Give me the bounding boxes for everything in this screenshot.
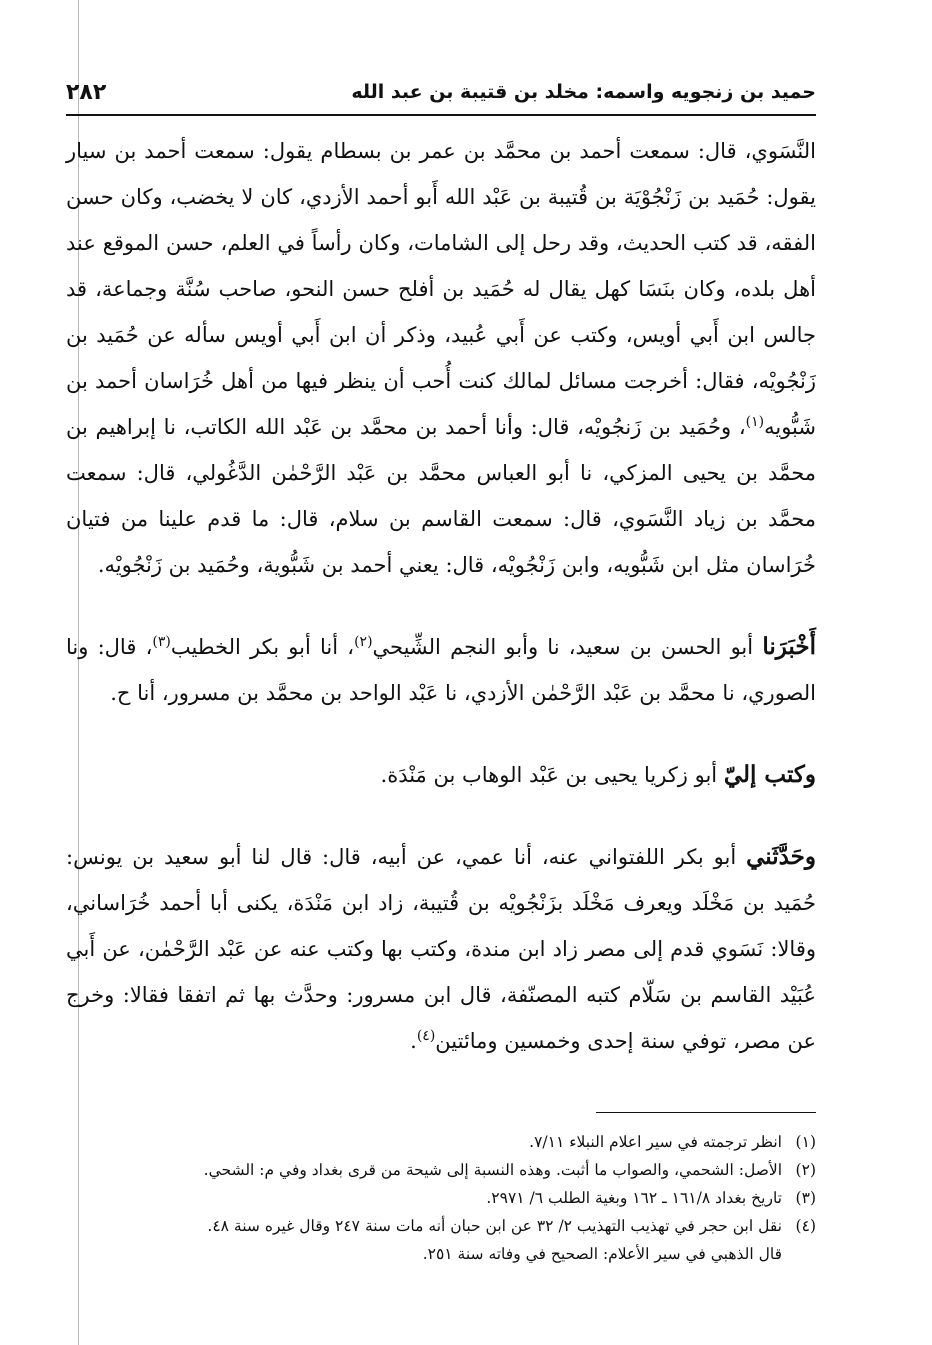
- footnote-2: [66, 1156, 816, 1184]
- footnote-4-continuation: قال الذهبي في سير الأعلام: الصحيح في وفاته سنة ٢٥١.: [422, 1245, 782, 1263]
- paragraph-2-text-b: ، أنا أبو بكر الخطيب: [170, 635, 355, 659]
- paragraph-3: [66, 752, 816, 798]
- paragraph-4-text: أبو بكر اللفتواني عنه، أنا عمي، عن أبيه، قال: قال لنا أبو سعيد بن يونس: حُمَيد بن مَخْلَد ويعرف مَخْلَد بزَنْجُويْه بن قُتيبة، زاد ابن مَنْدَة، يكنى أبا أحمد خُرَاساني، وقالا: نَسَوي قدم إلى مصر زاد ابن مندة، وكتب بها وكتب عنه عن عَبْد الرَّحْمٰن، عن أَبي عُبَيْد القاسم بن سَلّام كتبه المصنّفة، قال ابن مسرور: وحدَّث بها ثم اتفقا فقالا: وخرج عن مصر، توفي سنة إحدى وخمسين ومائتين: [66, 845, 816, 1053]
- footnote-number: (٢): [795, 1161, 816, 1179]
- footnote-ref-1: (١): [745, 414, 765, 430]
- paragraph-1: [66, 128, 816, 588]
- footnote-number: (٣): [795, 1189, 816, 1207]
- paragraph-2-lead: أَخْبَرَنا: [762, 633, 816, 660]
- paragraph-4-end: .: [410, 1029, 417, 1053]
- page-number: ٢٨٢: [66, 79, 107, 105]
- paragraph-3-text: أبو زكريا يحيى بن عَبْد الوهاب بن مَنْدَة.: [380, 763, 724, 787]
- footnote-ref-3: (٣): [152, 634, 171, 650]
- paragraph-1-text: النَّسَوي، قال: سمعت أحمد بن محمَّد بن عمر بن بسطام يقول: سمعت أحمد بن سيار يقول: حُمَيد بن زَنْجُوْيَة بن قُتيبة بن عَبْد الله أَبو أحمد الأزدي، كان لا يخضب، وكان حسن الفقه، قد كتب الحديث، وقد رحل إلى الشامات، وكان رأساً في العلم، حسن الموقع عند أهل بلده، وكان بنَسَا كهل يقال له حُمَيد بن أفلح حسن النحو، صاحب سُنَّة وجماعة، قد جالس ابن أَبي أويس، وكتب عن أَبي عُبيد، وذكر أن ابن أَبي أويس سأله عن حُمَيد بن زَنْجُويْه، فقال: أخرجت مسائل لمالك كنت أُحب أن ينظر فيها من أهل خُرَاسان أحمد بن شَبُّويه: [66, 139, 816, 439]
- header-rule: [66, 114, 816, 116]
- page-header: [66, 72, 816, 112]
- paragraph-4-lead: وحَدَّثَني: [746, 843, 816, 870]
- paragraph-2-text-c: ، قال: ونا الصوري، نا محمَّد بن عَبْد الرَّحْمٰن الأزدي، نا عَبْد الواحد بن محمَّد بن مسرور، أنا ح.: [66, 635, 816, 705]
- footnotes: [66, 1128, 816, 1268]
- footnote-text: الأصل: الشحمي، والصواب ما أثبت. وهذه النسبة إلى شيحة من قرى بغداد وفي م: الشحي.: [203, 1161, 782, 1179]
- footnote-text: تاريخ بغداد ١٦١/٨ ـ ١٦٢ وبغية الطلب ٦/ ٢٩٧١.: [486, 1189, 782, 1207]
- paragraph-1-text-cont: ، وحُمَيد بن زَنجُويْه، قال: وأنا أحمد بن محمَّد بن عَبْد الله الكاتب، نا إبراهيم بن محمَّد بن يحيى المزكي، نا أبو العباس محمَّد بن عَبْد الرَّحْمٰن الدَّغُولي، قال: سمعت محمَّد بن زياد النَّسَوي، قال: سمعت القاسم بن سلام، قال: ما قدم علينا من فتيان خُرَاسان مثل ابن شَبُّويه، وابن زَنْجُويْه، قال: يعني أحمد بن شَبُّوية، وحُمَيد بن زَنْجُويْه.: [66, 415, 816, 577]
- footnote-number: (٤): [795, 1217, 816, 1235]
- main-text: [66, 128, 816, 1064]
- paragraph-2: [66, 624, 816, 716]
- footnote-text: انظر ترجمته في سير اعلام النبلاء ٧/١١.: [529, 1133, 782, 1151]
- running-title: حميد بن زنجويه واسمه: مخلد بن قتيبة بن عبد الله: [351, 81, 816, 103]
- footnote-number: (١): [795, 1133, 816, 1151]
- footnote-rule: [596, 1112, 816, 1113]
- paragraph-3-lead: وكتب إليّ: [723, 761, 816, 788]
- paragraph-4: [66, 834, 816, 1064]
- paragraph-2-text: أبو الحسن بن سعيد، نا وأبو النجم الشِّيحي: [372, 635, 763, 659]
- footnote-ref-4: (٤): [416, 1028, 436, 1044]
- footnote-1: [66, 1128, 816, 1156]
- footnote-3: [66, 1184, 816, 1212]
- footnote-ref-2: (٢): [354, 634, 373, 650]
- footnote-4: [66, 1212, 816, 1240]
- footnote-text: نقل ابن حجر في تهذيب التهذيب ٢/ ٣٢ عن ابن حبان أنه مات سنة ٢٤٧ وقال غيره سنة ٤٨.: [207, 1217, 782, 1235]
